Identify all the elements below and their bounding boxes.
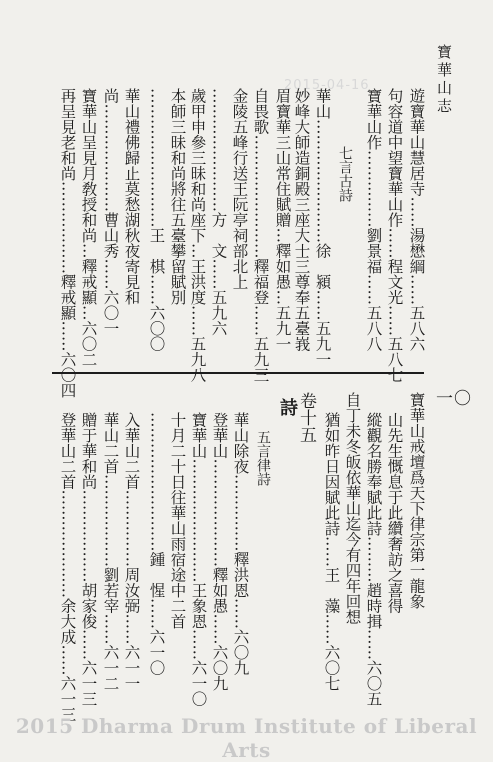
- toc-entry: 華山二首………………劉若宰……六一二: [101, 412, 120, 691]
- toc-entry: 尚…………………曹山秀……六〇一: [101, 88, 120, 336]
- date-watermark: 2015-04-16: [284, 78, 370, 93]
- toc-entry: 華山禮佛歸止莫愁湖秋夜寄見和: [122, 88, 141, 305]
- toc-entry: 自畏歌……………………釋福登……五九三: [251, 88, 270, 383]
- toc-entry: 眉寶華三山常住賦贈…釋如愚…五九一: [273, 88, 292, 352]
- toc-entry: 寶華山作……………劉景福……五八八: [364, 88, 383, 352]
- toc-entry: 寶華山呈見月敎授和尚…釋戒顯…六〇二: [79, 88, 98, 367]
- page-number: 一〇: [436, 389, 472, 409]
- toc-entry: 山先生慨息于此纘奢訪之喜得: [385, 412, 404, 614]
- toc-entry: 猶如昨日因賦此詩……王 藻……六〇七: [322, 412, 341, 691]
- toc-entry: 自丁未冬皈依華山迄今有四年回想: [343, 392, 362, 625]
- toc-entry: 歲甲申參三昧和尚座下…王洪度……五九八: [188, 88, 207, 383]
- toc-entry: 入華山二首……………周汝弼……六一一: [122, 412, 141, 691]
- toc-entry: 登華山…………………釋如愚……六〇九: [210, 412, 229, 691]
- footer-watermark: 2015 Dharma Drum Institute of Liberal Arts: [15, 714, 478, 762]
- section-divider: [52, 372, 424, 374]
- section-heading: 詩: [277, 398, 298, 416]
- toc-entry: 本師三昧和尚將往五臺攀留賦別: [168, 88, 187, 305]
- toc-entry: 十月二十日往華山雨宿途中二首: [168, 412, 187, 629]
- toc-entry: 遊寶華山慧居寺……湯懋綱……五八六: [407, 88, 426, 352]
- toc-entry: 登華山二首…………………余大成……六一三: [58, 412, 77, 722]
- toc-entry: ……………………方 文……五九六: [209, 88, 228, 336]
- toc-entry: 寶華山……………………王象恩……六一〇: [189, 412, 208, 707]
- volume-heading: 卷十五: [296, 392, 316, 443]
- toc-entry: ………………………王 棋……六〇〇: [147, 88, 166, 352]
- toc-entry: 句容道中望寶華山作……程文光……五八七: [385, 88, 404, 383]
- toc-entry: 妙峰大師造銅殿三座大士三尊奉五臺峩: [292, 88, 311, 352]
- toc-entry: ………………………鍾 惺……六一〇: [147, 412, 166, 676]
- genre-heading: 七言古詩: [337, 146, 353, 202]
- toc-entry: 贈于華和尚………………胡家俊……六一三: [79, 412, 98, 707]
- genre-heading: 五言律詩: [255, 430, 271, 486]
- toc-entry: 華山……………………徐 潁……五九一: [313, 88, 332, 367]
- running-header: 寶華山志: [435, 44, 453, 116]
- toc-entry: 寶華山戒壇爲天下律宗第一龍象: [407, 392, 426, 609]
- toc-entry: 華山除夜……………釋洪恩……六〇九: [231, 412, 250, 676]
- toc-entry: 再呈見老和尚………………釋戒顯……六〇四: [58, 88, 77, 398]
- toc-entry: 縱觀名勝奉賦此詩………趙時揖……六〇五: [364, 412, 383, 707]
- toc-entry: 金陵五峰行送王阮亭祠部北上: [230, 88, 249, 290]
